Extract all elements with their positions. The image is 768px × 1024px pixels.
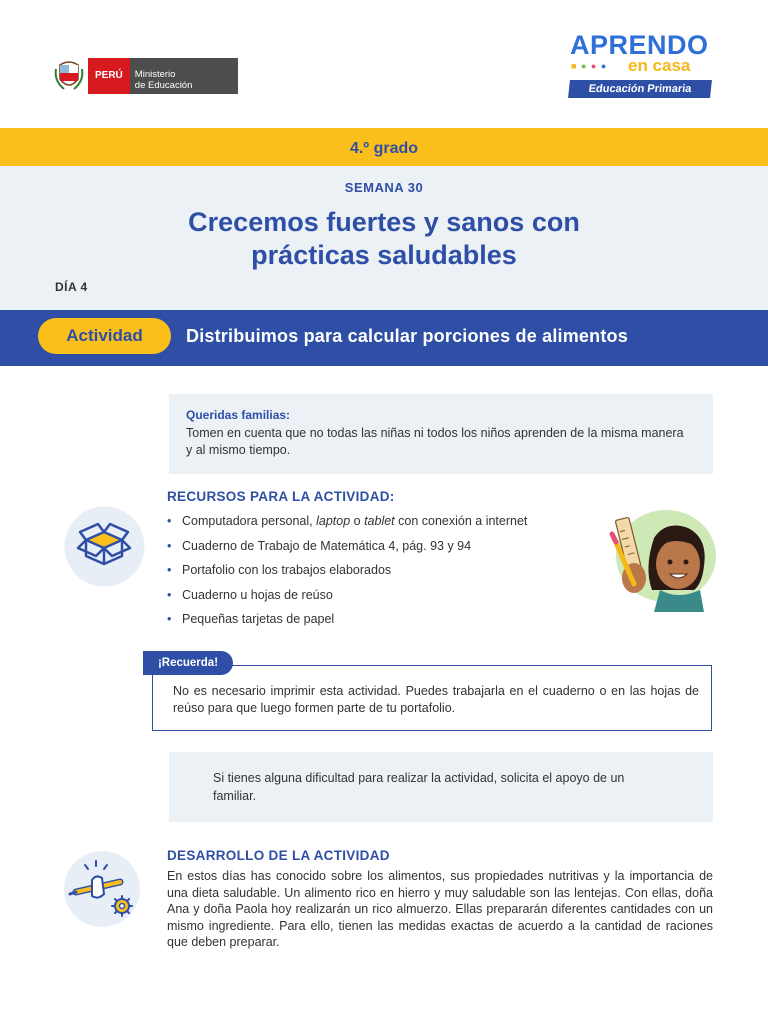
peru-label: PERÚ	[88, 58, 130, 94]
development-text: En estos días has conocido sobre los alimentos, sus propiedades nutritivas y la importancia de una dieta saludable. Un alimento rico en hierro y muy saludable son las lentejas. Con ellas, doña Ana y doña Paola hoy realizarán un rico almuerzo. Ellas prepararán diferentes cantidades con un mismo ingrediente. Para ello, tienen las medidas exactas de acuerdo a la cantidad de raciones que deben preparar.	[167, 869, 713, 950]
list-item: • Cuaderno de Trabajo de Matemática 4, pág. 93 y 94	[167, 537, 527, 562]
brand-dots-icon: ■ ● ● ●	[571, 61, 608, 71]
peru-coat-of-arms-icon	[54, 59, 84, 93]
ministry-logo	[54, 58, 238, 94]
help-text: Si tienes alguna dificultad para realizar la actividad, solicita el apoyo de un familiar.	[213, 771, 625, 803]
page-title: Crecemos fuertes y sanos con prácticas saludables	[188, 207, 580, 270]
development-title: DESARROLLO DE LA ACTIVIDAD	[167, 848, 390, 863]
reminder-label: ¡Recuerda!	[143, 651, 233, 675]
families-label: Queridas familias:	[186, 408, 291, 422]
activity-badge: Actividad	[38, 318, 171, 354]
reminder-text: No es necesario imprimir esta actividad. Puedes trabajarla en el cuaderno o en las hojas de reúso para que luego formen parte de tu portafolio.	[173, 684, 699, 715]
list-item: • Pequeñas tarjetas de papel	[167, 610, 527, 635]
week-label: SEMANA 30	[344, 180, 424, 195]
pencil-gear-icon	[62, 850, 143, 928]
activity-title: Distribuimos para calcular porciones de alimentos	[186, 326, 628, 346]
day-label: DÍA 4	[55, 280, 88, 294]
ministry-label: Ministerio de Educación	[130, 58, 238, 94]
brand-subtitle: en casa	[628, 56, 691, 75]
families-text: Tomen en cuenta que no todas las niñas ni todos los niños aprenden de la misma manera y al mismo tiempo.	[186, 426, 684, 457]
grade-banner: 4.º grado	[0, 128, 768, 166]
student-illustration-icon	[604, 508, 716, 612]
brand-title: APRENDO	[570, 30, 709, 60]
list-item: • Portafolio con los trabajos elaborados	[167, 561, 527, 586]
list-item: • Computadora personal, laptop o tablet con conexión a internet	[167, 512, 527, 537]
box-icon	[64, 506, 145, 587]
resources-list	[167, 512, 527, 635]
resources-title: RECURSOS PARA LA ACTIVIDAD:	[167, 489, 395, 504]
brand-level-badge: Educación Primaria	[568, 80, 712, 98]
list-item: • Cuaderno u hojas de reúso	[167, 586, 527, 611]
